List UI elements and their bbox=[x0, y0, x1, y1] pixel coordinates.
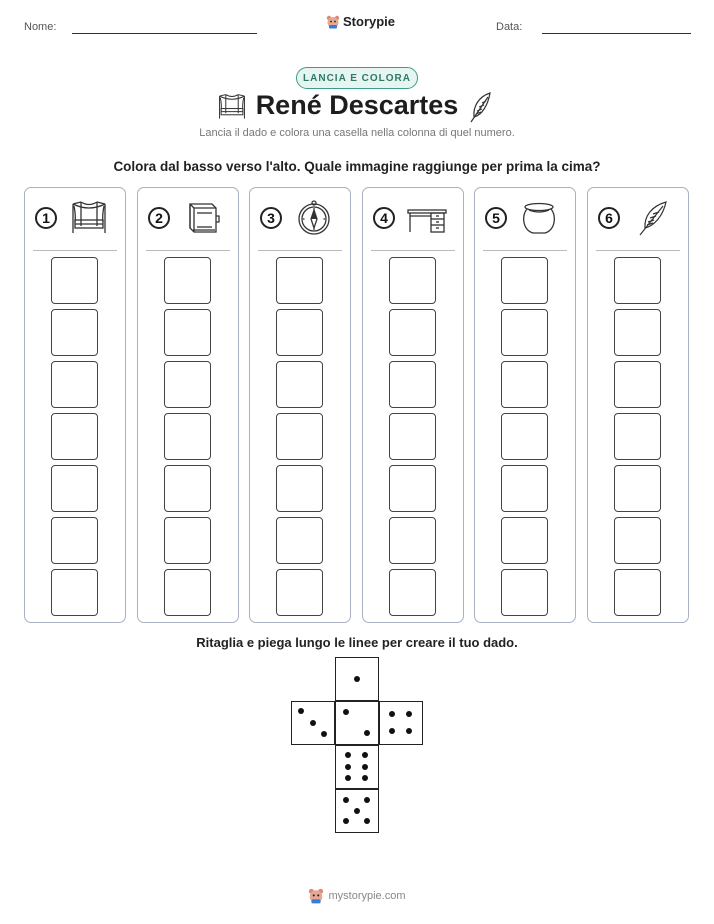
activity-badge: LANCIA E COLORA bbox=[296, 67, 418, 89]
quill-icon bbox=[632, 200, 672, 236]
color-box[interactable] bbox=[614, 517, 661, 564]
color-box[interactable] bbox=[389, 361, 436, 408]
color-box[interactable] bbox=[389, 569, 436, 616]
color-box[interactable] bbox=[276, 257, 323, 304]
color-box[interactable] bbox=[501, 361, 548, 408]
die-pip bbox=[321, 731, 327, 737]
date-label: Data: bbox=[496, 21, 523, 33]
die-pip bbox=[354, 676, 360, 682]
color-box[interactable] bbox=[501, 309, 548, 356]
column-header bbox=[588, 188, 688, 250]
page-title: René Descartes bbox=[255, 90, 459, 120]
die-pip bbox=[343, 709, 349, 715]
dice-column-2 bbox=[137, 187, 239, 623]
color-box[interactable] bbox=[614, 257, 661, 304]
column-header bbox=[138, 188, 238, 250]
column-number: 2 bbox=[148, 207, 170, 229]
color-box[interactable] bbox=[51, 257, 98, 304]
name-field-line[interactable] bbox=[72, 33, 257, 34]
dice-column-4 bbox=[362, 187, 464, 623]
die-face-5 bbox=[335, 789, 379, 833]
color-box[interactable] bbox=[614, 413, 661, 460]
column-divider bbox=[596, 250, 680, 251]
die-pip bbox=[364, 818, 370, 824]
color-box[interactable] bbox=[164, 517, 211, 564]
bear-logo-icon bbox=[308, 888, 324, 904]
color-box[interactable] bbox=[51, 517, 98, 564]
color-box[interactable] bbox=[164, 413, 211, 460]
column-header bbox=[475, 188, 575, 250]
color-box[interactable] bbox=[51, 465, 98, 512]
die-pip bbox=[345, 764, 351, 770]
column-header bbox=[363, 188, 463, 250]
die-pip bbox=[310, 720, 316, 726]
die-face-6 bbox=[335, 745, 379, 789]
die-instruction: Ritaglia e piega lungo le linee per creare il tuo dado. bbox=[196, 635, 518, 650]
column-divider bbox=[371, 250, 455, 251]
die-pip bbox=[406, 711, 412, 717]
die-pip bbox=[406, 728, 412, 734]
die-face-3 bbox=[291, 701, 335, 745]
color-box[interactable] bbox=[389, 413, 436, 460]
die-pip bbox=[389, 728, 395, 734]
color-box[interactable] bbox=[51, 413, 98, 460]
desk-icon bbox=[407, 200, 447, 236]
color-box[interactable] bbox=[164, 569, 211, 616]
brand-logo bbox=[326, 14, 395, 29]
color-box[interactable] bbox=[164, 309, 211, 356]
die-pip bbox=[364, 797, 370, 803]
color-box[interactable] bbox=[389, 257, 436, 304]
column-number: 5 bbox=[485, 207, 507, 229]
die-pip bbox=[362, 775, 368, 781]
column-number: 1 bbox=[35, 207, 57, 229]
column-header bbox=[25, 188, 125, 250]
column-divider bbox=[258, 250, 342, 251]
quill-icon bbox=[468, 91, 494, 123]
die-pip bbox=[345, 775, 351, 781]
color-box[interactable] bbox=[276, 517, 323, 564]
color-box[interactable] bbox=[51, 569, 98, 616]
canopy-bed-icon bbox=[69, 200, 109, 236]
book-icon bbox=[182, 200, 222, 236]
color-box[interactable] bbox=[501, 569, 548, 616]
dice-column-1 bbox=[24, 187, 126, 623]
color-box[interactable] bbox=[389, 465, 436, 512]
die-pip bbox=[389, 711, 395, 717]
compass-icon bbox=[294, 200, 334, 236]
die-pip bbox=[343, 818, 349, 824]
color-box[interactable] bbox=[614, 569, 661, 616]
footer bbox=[0, 888, 714, 904]
color-box[interactable] bbox=[51, 309, 98, 356]
column-number: 3 bbox=[260, 207, 282, 229]
die-face-1 bbox=[335, 657, 379, 701]
die-pip bbox=[362, 752, 368, 758]
name-label: Nome: bbox=[24, 21, 57, 33]
bear-logo-icon bbox=[326, 15, 340, 29]
color-box[interactable] bbox=[389, 309, 436, 356]
color-box[interactable] bbox=[614, 465, 661, 512]
column-divider bbox=[33, 250, 117, 251]
color-box[interactable] bbox=[276, 361, 323, 408]
date-field-line[interactable] bbox=[542, 33, 691, 34]
column-number: 6 bbox=[598, 207, 620, 229]
die-pip bbox=[343, 797, 349, 803]
column-header bbox=[250, 188, 350, 250]
color-box[interactable] bbox=[501, 257, 548, 304]
color-box[interactable] bbox=[501, 517, 548, 564]
page-subtitle: Lancia il dado e colora una casella nella colonna di quel numero. bbox=[199, 127, 515, 139]
pot-icon bbox=[519, 200, 559, 236]
color-box[interactable] bbox=[164, 465, 211, 512]
color-box[interactable] bbox=[614, 361, 661, 408]
color-box[interactable] bbox=[164, 257, 211, 304]
color-box[interactable] bbox=[276, 465, 323, 512]
color-box[interactable] bbox=[164, 361, 211, 408]
color-box[interactable] bbox=[501, 465, 548, 512]
coloring-instruction: Colora dal basso verso l'alto. Quale immagine raggiunge per prima la cima? bbox=[113, 159, 601, 174]
die-face-2 bbox=[335, 701, 379, 745]
die-pip bbox=[364, 730, 370, 736]
die-pip bbox=[298, 708, 304, 714]
die-face-4 bbox=[379, 701, 423, 745]
dice-column-5 bbox=[474, 187, 576, 623]
die-pip bbox=[354, 808, 360, 814]
color-box[interactable] bbox=[276, 413, 323, 460]
dice-column-3 bbox=[249, 187, 351, 623]
color-box[interactable] bbox=[501, 413, 548, 460]
die-pip bbox=[345, 752, 351, 758]
color-box[interactable] bbox=[276, 309, 323, 356]
column-number: 4 bbox=[373, 207, 395, 229]
dice-column-6 bbox=[587, 187, 689, 623]
color-box[interactable] bbox=[51, 361, 98, 408]
die-pip bbox=[362, 764, 368, 770]
brand-name: Storypie bbox=[343, 14, 396, 29]
color-box[interactable] bbox=[276, 569, 323, 616]
column-divider bbox=[483, 250, 567, 251]
color-box[interactable] bbox=[389, 517, 436, 564]
color-box[interactable] bbox=[614, 309, 661, 356]
footer-url[interactable]: mystorypie.com bbox=[328, 890, 406, 902]
column-divider bbox=[146, 250, 230, 251]
